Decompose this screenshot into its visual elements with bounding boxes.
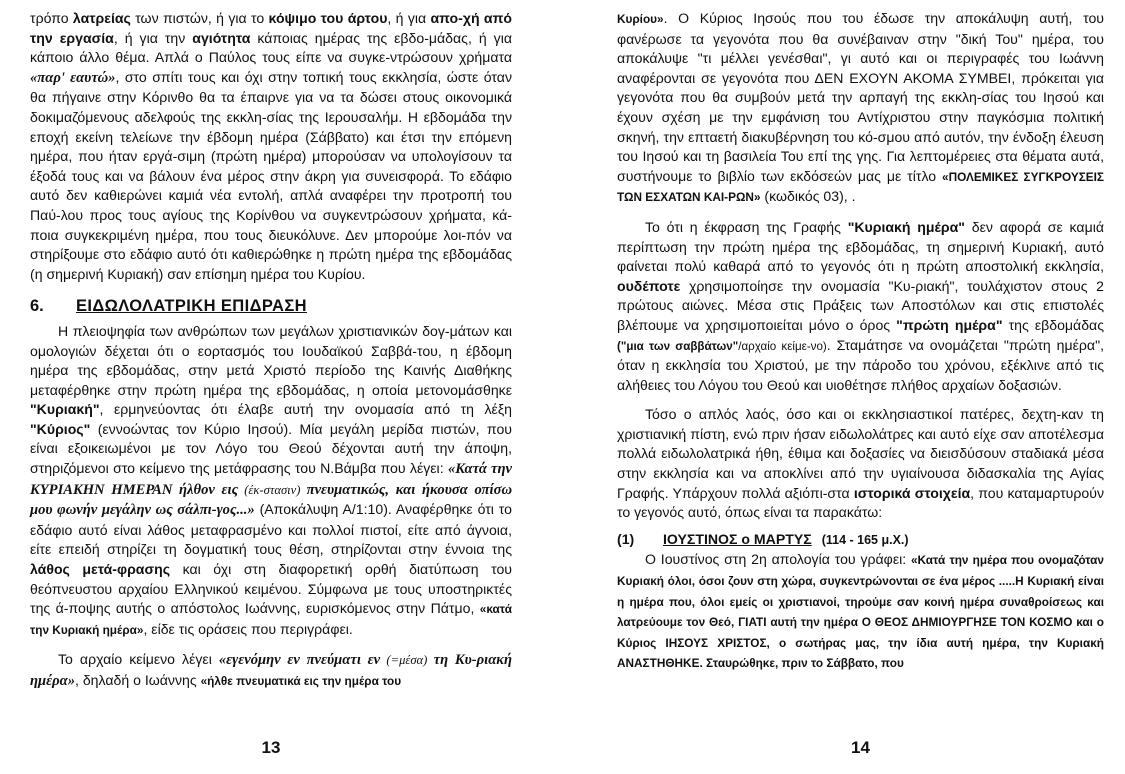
subsection-heading [617, 530, 1104, 551]
paragraph: Τόσο ο απλός λαός, όσο και οι εκκλησιαστικοί πατέρες, δεχτη-καν τη χριστιανική πίστη, ενώ πριν ήσαν ειδωλολάτρες και αυτό είχε σαν αποτέλεσμα πολλά ειδωλολατρικά ήθη, έθιμα και δοξασίες να διεισδύσουν σταδιακά μέσα στην εκκλησία και να αποκλίνει από την υγιαίνουσα διδασκαλία της Αγίας Γραφής. Υπάρχουν πολλά αξιόπι-στα ιστορικά στοιχεία, που καταμαρτυρούν το γεγονός αυτό, όπως είναι τα παρακάτω: [617, 406, 1104, 521]
subsection-title: ΙΟΥΣΤΙΝΟΣ ο ΜΑΡΤΥΣ [663, 530, 812, 547]
paragraph: Ο Ιουστίνος στη 2η απολογία του γράφει: «Κατά την ημέρα που ονομαζόταν Κυριακή όλοι, όσοι ζουν στη χώρα, συγκεντρώνονται σε ένα μέρος .....Η Κυριακή είναι η ημέρα που, όλοι εμείς οι χριστιανοί, τηρούμε σαν κοινή ημέρα συναθροίσεως και λατρεύουμε τον Θεό, ΓΙΑΤΙ αυτή την ημέρα Ο ΘΕΟΣ ΔΗΜΙΟΥΡΓΗΣΕ ΤΟΝ ΚΟΣΜΟ και ο Κύριος ΙΗΣΟΥΣ ΧΡΙΣΤΟΣ, ο σωτήρας μας, την ίδια αυτή ημέρα, την Κυριακή ΑΝΑΣΤΗΘΗΚΕ. Σταυρώθηκε, πριν το Σάββατο, που [617, 551, 1104, 671]
page-number: 14 [851, 738, 870, 757]
section-heading [30, 297, 512, 317]
section-title: ΕΙΔΩΛΟΛΑΤΡΙΚΗ ΕΠΙΔΡΑΣΗ [76, 297, 307, 316]
paragraph: Η πλειοψηφία των ανθρώπων των μεγάλων χριστιανικών δογ-μάτων και ομολογιών δέχεται ότι ο εορτασμός του Ιουδαϊκού Σαββά-του, η έβδομη ημέρα της εβδομάδας, στην μετά Χριστό περίοδο της Καινής Διαθήκης μεταφέρθηκε στην πρώτη ημέρα της εβδομάδας, η οποία μετονομάσθηκε "Κυριακή", ερμηνεύοντας ότι έλαβε αυτή την ονομασία από τη λέξη "Κύριος" (εννοώντας τον Κύριο Ιησού). Μία μεγάλη μερίδα πιστών, που είναι εξοικειωμένοι με τον Λόγο του Θεού δέχονται αυτή την άποψη, στηριζόμενοι στο κείμενο της μετάφρασης του Ν.Βάμβα που λέγει: «Κατά την ΚΥΡΙΑΚΗΝ ΗΜΕΡΑΝ ήλθον εις (έκ-στασιν) πνευματικώς, και ήκουσα οπίσω μου φωνήν μεγάλην ως σάλπι-γος...» (Αποκάλυψη Α/1:10). Αναφέρθηκε ότι το εδάφιο αυτό είναι λάθος μεταφρασμένο και πολλοί πιστοί, είτε από άγνοια, είτε επειδή στηρίζει τη δογματική τους θέση, στηρίζονται στην έννοια της λάθος μετά-φρασης και όχι στη διαφορετική ορθή διατύπωση του θεόπνευστου αρχαίου Ελληνικού κειμένου. Σύμφωνα με τους υποστηρικτές της ά-ποψης αυτής ο απόστολος Ιωάννης, ευρισκόμενος στην Πάτμο, «κατά την Κυριακή ημέρα», είδε τις οράσεις που περιγράφει. [30, 322, 512, 637]
right-page [617, 0, 1104, 774]
section-number: 6. [30, 297, 44, 316]
left-page [30, 0, 512, 774]
paragraph: τρόπο λατρείας των πιστών, ή για το κόψιμο του άρτου, ή για απο-χή από την εργασία, ή για την αγιότητα κάποιας ημέρας της εβδο-μάδας, ή για κάποιο άλλο θέμα. Απλά ο Παύλος τους είπε να συγκε-ντρώσουν χρήματα «παρ' εαυτώ», στο σπίτι τους και όχι στην τοπική τους εκκλησία, ώστε όταν θα πήγαινε στην Κόρινθο θα τα έπαιρνε για να τα δώσει στους οικονομικά δοκιμαζόμενους αδελφούς της εκκλη-σίας της Ιερουσαλήμ. Η εβδομάδα την εποχή εκείνη τελείωνε την έβδομη ημέρα (Σάββατο) και έτσι την επόμενη ημέρα, που ήταν εργά-σιμη (πρώτη ημέρα) μπορούσαν να υπολογίσουν τα έξοδά τους και να βάλουν ένα μέρος στην άκρη για συνεισφορά. Το εδάφιο αυτό δεν καθιερώνει καμιά νέα εντολή, απλά αναφέρει την προτροπή του Παύ-λου προς τους αγίους της Κορίνθου να συγκεντρώσουν χρήματα, κά-ποια συγκεκριμένη ημέρα, που τους διευκόλυνε. Δεν μπορούμε λοι-πόν να στηρίξουμε στο εδάφιο αυτό ότι καθιερώθηκε η πρώτη ημέρα της εβδομάδας (η σημερινή Κυριακή) σαν επίσημη ημέρα του Κυρίου. [30, 10, 512, 282]
subsection-years: (114 - 165 μ.Χ.) [821, 532, 909, 547]
paragraph: Το αρχαίο κείμενο λέγει «εγενόμην εν πνεύματι εν (=μέσα) τη Κυ-ριακή ημέρα», δηλαδή ο Ιωάννης «ήλθε πνευματικά εις την ημέρα του [30, 651, 513, 689]
page-number: 13 [261, 738, 281, 757]
paragraph: Το ότι η έκφραση της Γραφής "Κυριακή ημέρα" δεν αφορά σε καμιά περίπτωση την πρώτη ημέρα της εβδομάδας, τη σημερινή Κυριακή, αυτό φαίνεται πολύ καθαρά από το γεγονός ότι η πρώτη αποστολική εκκλησία, ουδέποτε χρησιμοποίησε την ονομασία "Κυ-ριακή", τουλάχιστον στους 2 πρώτους αιώνες. Μέσα στις Πράξεις των Αποστόλων και στις επιστολές βλέπουμε να χρησιμοποιείται μόνο ο όρος "πρώτη ημέρα" της εβδομάδας ("μια των σαββάτων"/αρχαίο κείμε-νο). Σταμάτησε να ονομάζεται "πρώτη ημέρα", όταν η εκκλησία του Χριστού, με την πάροδο του χρόνου, εξέκλινε από τις αλήθειες του Λόγου του Θεού και υιοθέτησε πλήθος αρχαίων δοξασιών. [617, 218, 1104, 393]
left-page-text [30, 0, 512, 692]
right-page-text [617, 0, 1104, 674]
paragraph: Κυρίου». Ο Κύριος Ιησούς που του έδωσε την αποκάλυψη αυτή, του φανέρωσε τα γεγονότα που θα συνέβαιναν στην "δική Του" ημέρα, του αποκάλυψε "τι μέλλει γενέσθαι", γι αυτό και οι περιγραφές του Ιωάννη αναφέρονται σε γεγονότα που ΔΕΝ ΕΧΟΥΝ ΑΚΟΜΑ ΣΥΜΒΕΙ, πρόκειται για γεγονότα που θα συμβούν μετά την αρπαγή της εκκλη-σίας του Ιησού και έχουν σχέση με την εμφάνιση του Αντίχριστου στην παγκόσμια πολιτική σκηνή, την επταετή διακυβέρνηση του κό-σμου από αυτόν, την ένδοξη έλευση του Ιησού και τη βασιλεία Του επί της γης. Για λεπτομέρειες στα θέματα αυτά, συστήνουμε το βιβλίο των εκδόσεών μας με τίτλο «ΠΟΛΕΜΙΚΕΣ ΣΥΓΚΡΟΥΣΕΙΣ ΤΩΝ ΕΣΧΑΤΩΝ ΚΑΙ-ΡΩΝ» (κωδικός 03), . [617, 10, 1104, 205]
subsection-number: (1) [617, 530, 635, 547]
